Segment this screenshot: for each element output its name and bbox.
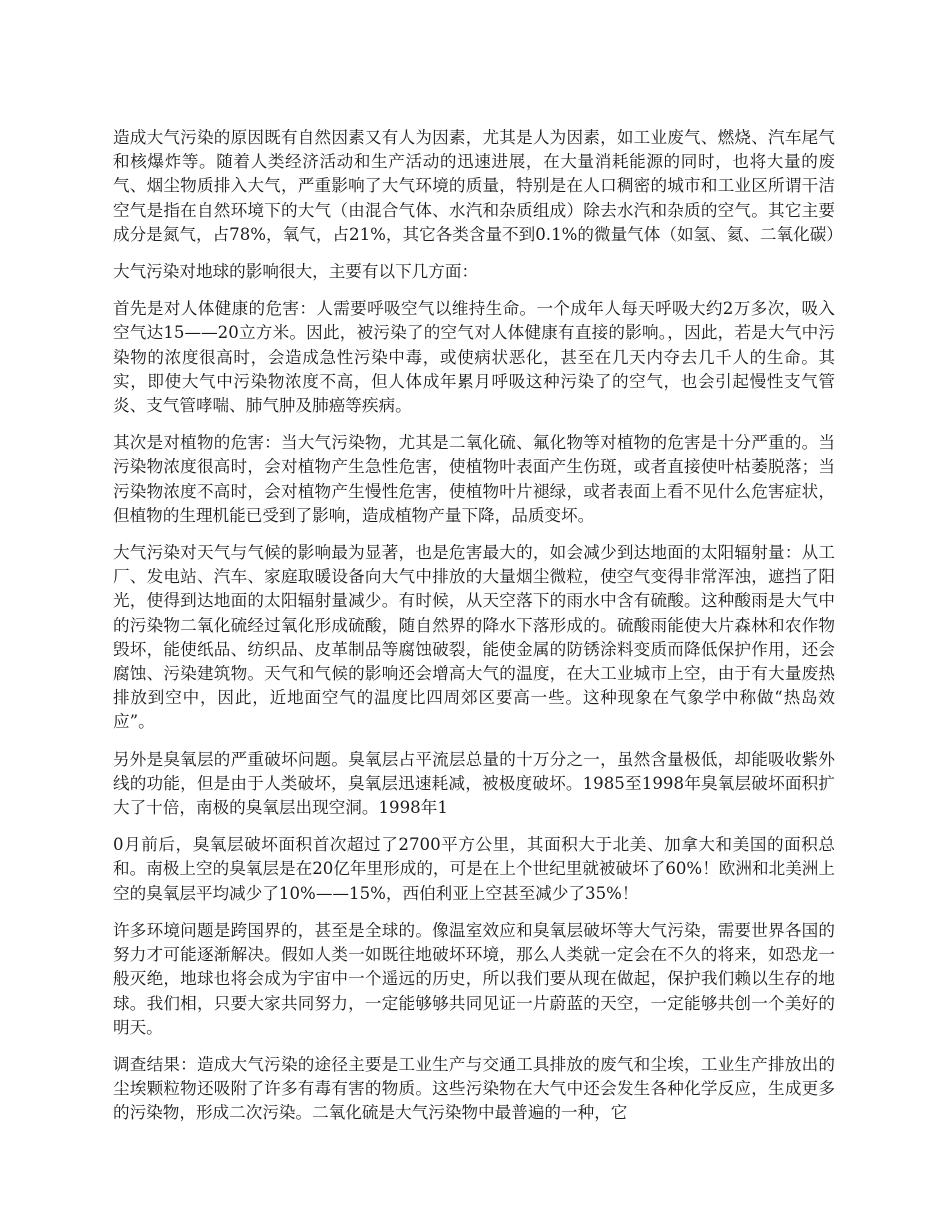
paragraph-weather-climate: 大气污染对天气与气候的影响最为显著，也是危害最大的，如会减少到达地面的太阳辐射量：从工厂、发电站、汽车、家庭取暖设备向大气中排放的大量烟尘微粒，使空气变得非常浑浊，遮挡了阳光，使得到达地面的太阳辐射量减少。有时候，从天空落下的雨水中含有硫酸。这种酸雨是大气中的污染物二氧化硫经过氧化形成硫酸，随自然界的降水下落形成的。硫酸雨能使大片森林和农作物毁坏，能使纸品、纺织品、皮革制品等腐蚀破裂，能使金属的防锈涂料变质而降低保护作用，还会腐蚀、污染建筑物。天气和气候的影响还会增高大气的温度，在大工业城市上空，由于有大量废热排放到空中，因此，近地面空气的温度比四周郊区要高一些。这种现象在气象学中称做“热岛效应”。 (113, 543, 835, 732)
paragraph-global-issue: 许多环境问题是跨国界的，甚至是全球的。像温室效应和臭氧层破坏等大气污染，需要世界各国的努力才可能逐渐解决。假如人类一如既往地破坏环境，那么人类就一定会在不久的将来，如恐龙一般灭绝，地球也将会成为宇宙中一个遥远的历史，所以我们要从现在做起，保护我们赖以生存的地球。我们相，只要大家共同努力，一定能够够共同见证一片蔚蓝的天空，一定能够共创一个美好的明天。 (113, 920, 835, 1037)
paragraph-ozone-continued: 0月前后，臭氧层破坏面积首次超过了2700平方公里，其面积大于北美、加拿大和美国的面积总和。南极上空的臭氧层是在20亿年里形成的，可是在上个世纪里就被破坏了60%！欧洲和北美洲上空的臭氧层平均减少了10%——15%，西伯利亚上空甚至减少了35%！ (113, 835, 835, 903)
paragraph-plants: 其次是对植物的危害：当大气污染物，尤其是二氧化硫、氟化物等对植物的危害是十分严重的。当污染物浓度很高时，会对植物产生急性危害，使植物叶表面产生伤斑，或者直接使叶枯萎脱落；当污染物浓度不高时，会对植物产生慢性危害，使植物叶片褪绿，或者表面上看不见什么危害症状，但植物的生理机能已受到了影响，造成植物产量下降，品质变坏。 (113, 433, 835, 525)
paragraph-human-health: 首先是对人体健康的危害：人需要呼吸空气以维持生命。一个成年人每天呼吸大约2万多次，吸入空气达15——20立方米。因此，被污染了的空气对人体健康有直接的影响。，因此，若是大气中污染物的浓度很高时，会造成急性污染中毒，或使病状恶化，甚至在几天内夺去几千人的生命。其实，即使大气中污染物浓度不高，但人体成年累月呼吸这种污染了的空气，也会引起慢性支气管炎、支气管哮喘、肺气肿及肺癌等疾病。 (113, 299, 835, 416)
paragraph-causes: 造成大气污染的原因既有自然因素又有人为因素，尤其是人为因素，如工业废气、燃烧、汽车尾气和核爆炸等。随着人类经济活动和生产活动的迅速进展，在大量消耗能源的同时，也将大量的废气、烟尘物质排入大气，严重影响了大气环境的质量，特别是在人口稠密的城市和工业区所谓干洁空气是指在自然环境下的大气（由混合气体、水汽和杂质组成）除去水汽和杂质的空气。其它主要成分是氮气，占78%，氧气，占21%，其它各类含量不到0.1%的微量气体（如氢、氦、二氧化碳） (113, 128, 843, 244)
document-body (113, 126, 843, 1139)
paragraph-survey-results: 调查结果：造成大气污染的途径主要是工业生产与交通工具排放的废气和尘埃，工业生产排放出的尘埃颗粒物还吸附了许多有毒有害的物质。这些污染物在大气中还会发生各种化学反应，生成更多的污染物，形成二次污染。二氧化硫是大气污染物中最普遍的一种，它 (113, 1054, 835, 1123)
paragraph-impact-intro: 大气污染对地球的影响很大，主要有以下几方面： (113, 262, 479, 282)
paragraph-ozone: 另外是臭氧层的严重破坏问题。臭氧层占平流层总量的十万分之一，虽然含量极低，却能吸收紫外线的功能，但是由于人类破坏，臭氧层迅速耗减，被极度破坏。1985至1998年臭氧层破坏面积扩大了十倍，南极的臭氧层出现空洞。1998年1 (113, 749, 835, 818)
